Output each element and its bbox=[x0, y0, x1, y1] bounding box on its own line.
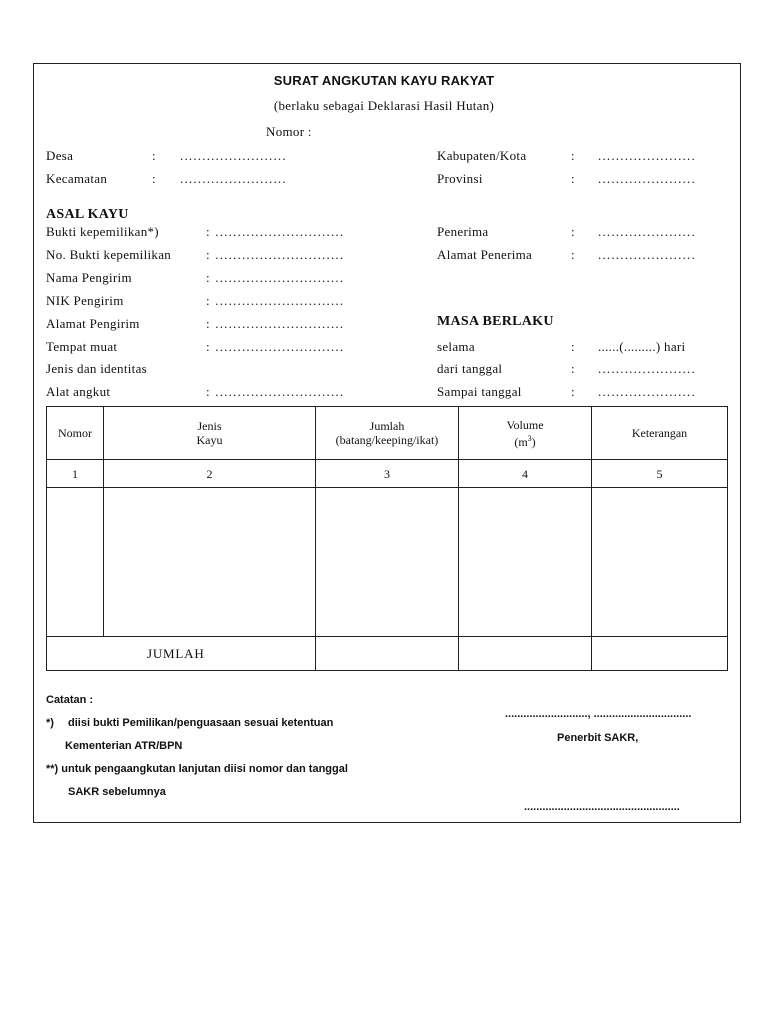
table-total-row bbox=[47, 637, 728, 671]
selama-label: selama bbox=[437, 339, 475, 354]
penerima-value: ...................... bbox=[598, 224, 696, 239]
note1-line2: Kementerian ATR/BPN bbox=[65, 740, 183, 752]
kecamatan-colon: : bbox=[152, 171, 156, 186]
note2-line2: SAKR sebelumnya bbox=[68, 786, 166, 798]
desa-value: ........................ bbox=[180, 148, 287, 163]
bukti-kepemilikan-label: Bukti kepemilikan*) bbox=[46, 224, 159, 239]
no-bukti-value: : ............................. bbox=[206, 247, 345, 262]
desa-colon: : bbox=[152, 148, 156, 163]
provinsi-value: ...................... bbox=[598, 171, 696, 186]
kabupaten-value: ...................... bbox=[598, 148, 696, 163]
nik-pengirim-label: NIK Pengirim bbox=[46, 293, 124, 308]
no-bukti-label: No. Bukti kepemilikan bbox=[46, 247, 172, 262]
note2-line1: **) untuk pengaangkutan lanjutan diisi nomor dan tanggal bbox=[46, 763, 348, 775]
selama-value: ......(.........) hari bbox=[598, 339, 686, 354]
signature-issuer: Penerbit SAKR, bbox=[557, 732, 639, 744]
column-number: 3 bbox=[316, 460, 459, 488]
table-body-row bbox=[47, 488, 728, 637]
total-keterangan-cell[interactable] bbox=[592, 637, 728, 671]
total-label: JUMLAH bbox=[47, 637, 316, 671]
provinsi-colon: : bbox=[571, 171, 575, 186]
document-subtitle: (berlaku sebagai Deklarasi Hasil Hutan) bbox=[273, 98, 495, 113]
sampai-tanggal-value: ...................... bbox=[598, 384, 696, 399]
header-nomor: Nomor bbox=[47, 407, 104, 460]
volume-unit: $(m^3)$ bbox=[514, 433, 536, 449]
nama-pengirim-value: : ............................. bbox=[206, 270, 345, 285]
table-cell[interactable] bbox=[316, 488, 459, 637]
provinsi-label: Provinsi bbox=[437, 171, 483, 186]
document-title: SURAT ANGKUTAN KAYU RAKYAT bbox=[273, 73, 495, 88]
penerima-colon: : bbox=[571, 224, 575, 239]
table-cell[interactable] bbox=[459, 488, 592, 637]
kecamatan-value: ........................ bbox=[180, 171, 287, 186]
signature-name-line: ................................................... bbox=[524, 801, 680, 813]
desa-label: Desa bbox=[46, 148, 74, 163]
table-header-row bbox=[47, 407, 728, 460]
column-number: 4 bbox=[459, 460, 592, 488]
nama-pengirim-label: Nama Pengirim bbox=[46, 270, 132, 285]
alamat-penerima-colon: : bbox=[571, 247, 575, 262]
tempat-muat-label: Tempat muat bbox=[46, 339, 118, 354]
sampai-tanggal-colon: : bbox=[571, 384, 575, 399]
header-jumlah: Jumlah (batang/keeping/ikat) bbox=[316, 407, 459, 460]
column-number: 2 bbox=[104, 460, 316, 488]
dari-tanggal-label: dari tanggal bbox=[437, 361, 503, 376]
alat-angkut-value: : ............................. bbox=[206, 384, 345, 399]
bukti-kepemilikan-value: : ............................. bbox=[206, 224, 345, 239]
dari-tanggal-value: ...................... bbox=[598, 361, 696, 376]
alamat-penerima-label: Alamat Penerima bbox=[437, 247, 533, 262]
nik-pengirim-value: : ............................. bbox=[206, 293, 345, 308]
alamat-penerima-value: ...................... bbox=[598, 247, 696, 262]
total-volume-cell[interactable] bbox=[459, 637, 592, 671]
alamat-pengirim-label: Alamat Pengirim bbox=[46, 316, 140, 331]
nomor-label: Nomor : bbox=[266, 124, 312, 139]
table-cell[interactable] bbox=[104, 488, 316, 637]
kabupaten-label: Kabupaten/Kota bbox=[437, 148, 527, 163]
note1-mark: *) bbox=[46, 717, 54, 729]
notes-heading: Catatan : bbox=[46, 694, 94, 706]
asal-kayu-heading: ASAL KAYU bbox=[46, 207, 129, 222]
header-jenis-kayu: Jenis Kayu bbox=[104, 407, 316, 460]
tempat-muat-value: : ............................. bbox=[206, 339, 345, 354]
header-keterangan: Keterangan bbox=[592, 407, 728, 460]
wood-items-table bbox=[46, 406, 728, 671]
column-number-row bbox=[47, 460, 728, 488]
total-jumlah-cell[interactable] bbox=[316, 637, 459, 671]
note1-line1: diisi bukti Pemilikan/penguasaan sesuai ketentuan bbox=[68, 717, 334, 729]
kabupaten-colon: : bbox=[571, 148, 575, 163]
table-cell[interactable] bbox=[47, 488, 104, 637]
column-number: 1 bbox=[47, 460, 104, 488]
selama-colon: : bbox=[571, 339, 575, 354]
kecamatan-label: Kecamatan bbox=[46, 171, 108, 186]
alamat-pengirim-value: : ............................. bbox=[206, 316, 345, 331]
dari-tanggal-colon: : bbox=[571, 361, 575, 376]
column-number: 5 bbox=[592, 460, 728, 488]
masa-berlaku-heading: MASA BERLAKU bbox=[437, 314, 554, 329]
alat-angkut-label: Alat angkut bbox=[46, 384, 111, 399]
header-volume: Volume $(m^3)$ bbox=[459, 407, 592, 460]
signature-place-date: ..........................., ................................ bbox=[505, 708, 692, 720]
table-cell[interactable] bbox=[592, 488, 728, 637]
penerima-label: Penerima bbox=[437, 224, 489, 239]
jenis-identitas-label: Jenis dan identitas bbox=[46, 361, 148, 376]
sampai-tanggal-label: Sampai tanggal bbox=[437, 384, 522, 399]
